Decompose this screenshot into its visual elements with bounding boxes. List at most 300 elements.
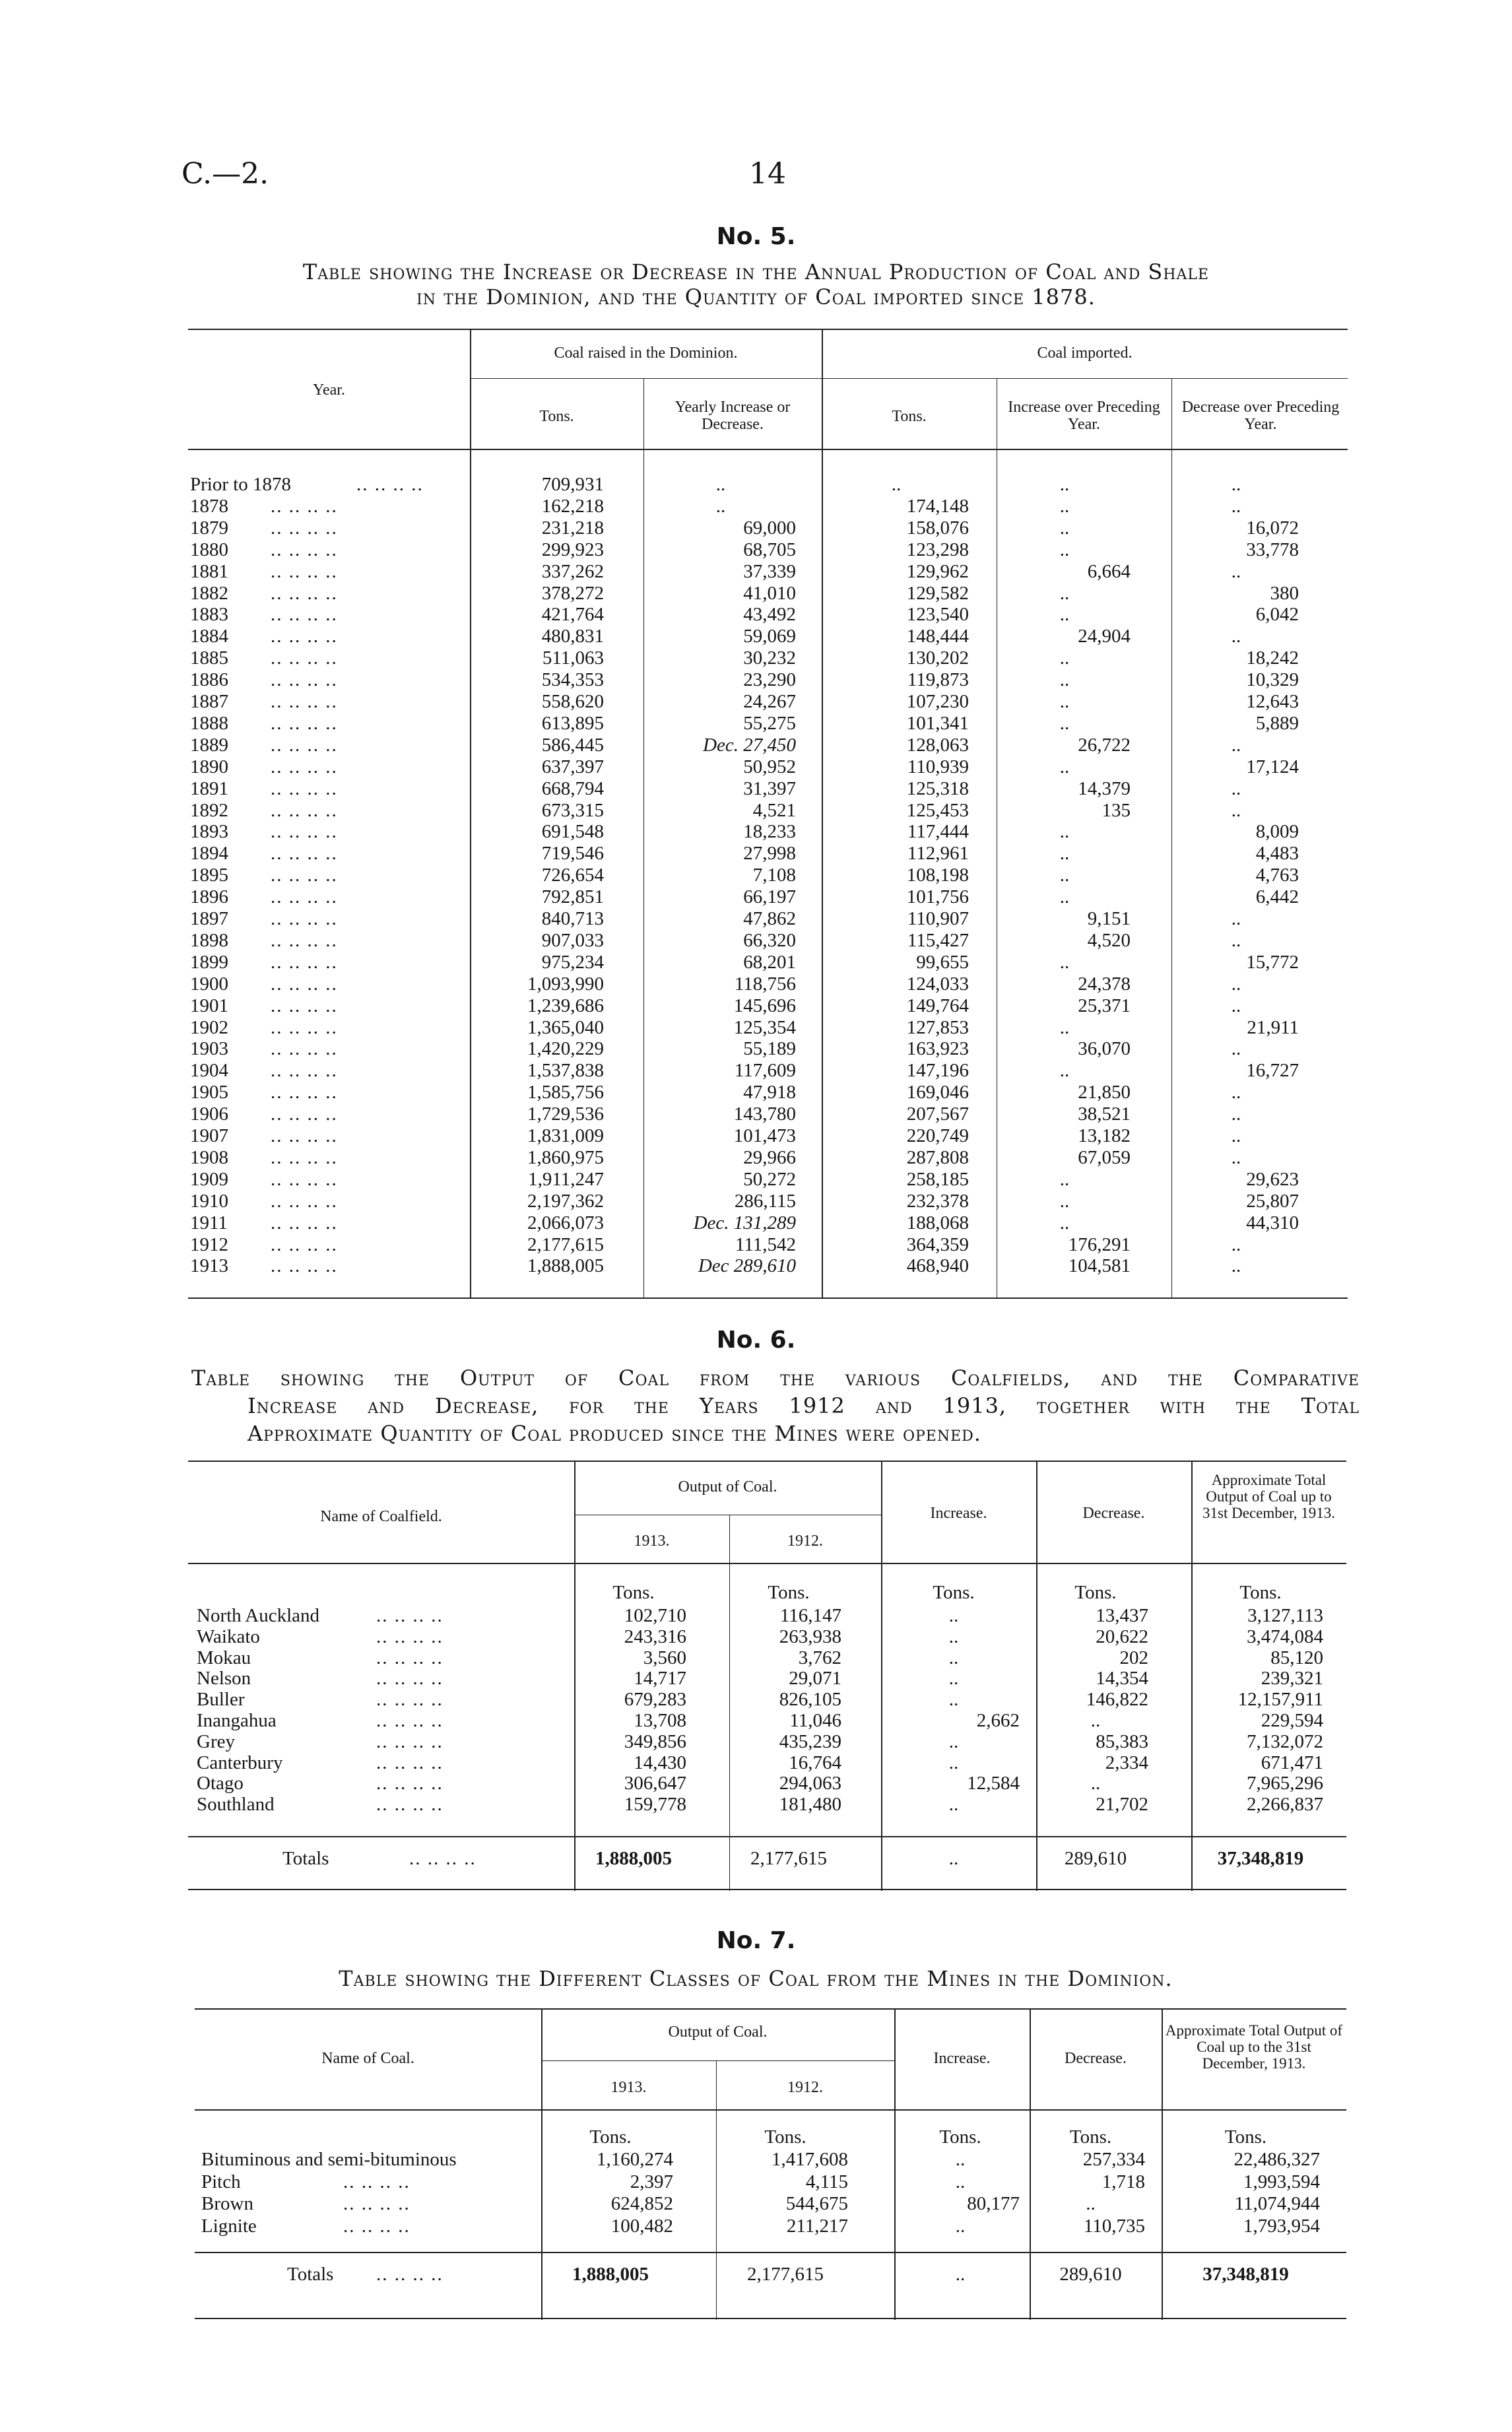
yearly-change-cell: 118,756 bbox=[734, 973, 796, 995]
yearly-change-cell: 68,201 bbox=[743, 952, 796, 973]
imported-tons-cell: 119,873 bbox=[907, 669, 969, 690]
imported-tons-cell: 468,940 bbox=[906, 1255, 969, 1276]
output-1912-cell: 263,938 bbox=[779, 1626, 841, 1647]
decrease-cell: .. bbox=[1231, 561, 1241, 582]
total-increase: .. bbox=[948, 1848, 959, 1869]
decrease-cell: .. bbox=[1231, 1255, 1241, 1276]
tons-cell: 558,620 bbox=[541, 691, 604, 712]
name-cell: Otago bbox=[197, 1773, 244, 1794]
yearly-change-cell: Dec. 27,450 bbox=[703, 735, 796, 756]
imported-tons-cell: 130,202 bbox=[906, 647, 969, 669]
table-row bbox=[0, 1668, 1512, 1689]
total-cell: 7,132,072 bbox=[1247, 1731, 1323, 1752]
increase-cell: 24,378 bbox=[1078, 973, 1131, 995]
dot-leader: .. .. .. .. bbox=[271, 952, 338, 973]
increase-cell: 24,904 bbox=[1078, 626, 1131, 647]
imported-tons-cell: 129,962 bbox=[906, 561, 969, 582]
dot-leader: .. .. .. .. bbox=[271, 1255, 338, 1276]
table-row bbox=[0, 2149, 1512, 2170]
imported-tons-cell: 123,298 bbox=[906, 539, 969, 560]
year-cell: 1881 bbox=[190, 561, 228, 582]
table-row bbox=[0, 1060, 1512, 1081]
decrease-cell: 12,643 bbox=[1246, 691, 1299, 712]
decrease-cell: 29,623 bbox=[1246, 1169, 1299, 1190]
decrease-cell: 202 bbox=[1119, 1647, 1148, 1668]
dot-leader: .. .. .. .. bbox=[409, 1848, 477, 1869]
output-1912-cell: 294,063 bbox=[779, 1773, 841, 1794]
imported-tons-cell: 163,923 bbox=[906, 1038, 969, 1059]
output-1913-cell: 2,397 bbox=[630, 2171, 673, 2192]
dot-leader: .. .. .. .. bbox=[376, 1752, 444, 1773]
increase-cell: .. bbox=[1059, 756, 1070, 777]
dot-leader: .. .. .. .. bbox=[343, 2171, 411, 2192]
increase-cell: .. bbox=[948, 1668, 959, 1689]
output-1912-cell: 4,115 bbox=[805, 2171, 848, 2192]
increase-cell: .. bbox=[1059, 496, 1070, 517]
table-row bbox=[0, 713, 1512, 734]
dot-leader: .. .. .. .. bbox=[271, 1191, 338, 1212]
dot-leader: .. .. .. .. bbox=[271, 1234, 338, 1255]
increase-cell: .. bbox=[1059, 583, 1070, 604]
imported-tons-cell: 174,148 bbox=[906, 496, 969, 517]
yearly-change-cell: 286,115 bbox=[734, 1191, 796, 1212]
totals-row bbox=[0, 2264, 1512, 2285]
dot-leader: .. .. .. .. bbox=[376, 1710, 444, 1731]
year-cell: 1902 bbox=[190, 1017, 228, 1038]
increase-cell: 21,850 bbox=[1078, 1082, 1131, 1103]
table-row bbox=[0, 496, 1512, 517]
table5-col-year: Year. bbox=[313, 381, 345, 399]
total-approx: 37,348,819 bbox=[1202, 2264, 1289, 2285]
name-cell: Mokau bbox=[197, 1647, 251, 1668]
tons-cell: 1,420,229 bbox=[527, 1038, 604, 1059]
decrease-cell: 16,727 bbox=[1246, 1060, 1299, 1081]
table7-col-1912: 1912. bbox=[787, 2079, 823, 2096]
year-cell: Prior to 1878 bbox=[190, 474, 292, 495]
decrease-cell: 16,072 bbox=[1246, 517, 1299, 539]
name-cell: Bituminous and semi-bituminous bbox=[201, 2149, 457, 2170]
year-cell: 1891 bbox=[190, 778, 228, 799]
year-cell: 1907 bbox=[190, 1125, 228, 1146]
table5-group-imported: Coal imported. bbox=[1037, 345, 1133, 362]
decrease-cell: .. bbox=[1231, 973, 1241, 995]
dot-leader: .. .. .. .. bbox=[271, 1060, 338, 1081]
yearly-change-cell: 59,069 bbox=[743, 626, 796, 647]
imported-tons-cell: 169,046 bbox=[906, 1082, 969, 1103]
yearly-change-cell: 69,000 bbox=[743, 517, 796, 539]
imported-tons-cell: 287,808 bbox=[906, 1147, 969, 1168]
increase-cell: .. bbox=[948, 1752, 959, 1773]
table7-title: Table showing the Different Classes of Coal from the Mines in the Dominion. bbox=[339, 1966, 1173, 1991]
imported-tons-cell: 158,076 bbox=[906, 517, 969, 539]
total-cell: 1,993,594 bbox=[1243, 2171, 1320, 2192]
imported-tons-cell: 110,907 bbox=[907, 908, 969, 929]
increase-cell: .. bbox=[1059, 865, 1070, 886]
total-increase: .. bbox=[955, 2264, 966, 2285]
increase-cell: 135 bbox=[1101, 800, 1131, 821]
tons-cell: 1,365,040 bbox=[527, 1017, 604, 1038]
year-cell: 1913 bbox=[190, 1255, 228, 1276]
decrease-cell: .. bbox=[1231, 735, 1241, 756]
year-cell: 1900 bbox=[190, 973, 228, 995]
year-cell: 1882 bbox=[190, 583, 228, 604]
increase-cell: .. bbox=[1059, 1060, 1070, 1081]
table-row bbox=[0, 1710, 1512, 1731]
yearly-change-cell: 31,397 bbox=[743, 778, 796, 799]
tons-cell: 378,272 bbox=[541, 583, 604, 604]
unit-label: Tons. bbox=[939, 2126, 981, 2148]
imported-tons-cell: 117,444 bbox=[907, 821, 969, 842]
tons-cell: 586,445 bbox=[541, 735, 604, 756]
table7-col-decrease: Decrease. bbox=[1065, 2050, 1127, 2067]
total-1912: 2,177,615 bbox=[750, 1848, 827, 1869]
dot-leader: .. .. .. .. bbox=[271, 756, 338, 777]
year-cell: 1888 bbox=[190, 713, 228, 734]
year-cell: 1890 bbox=[190, 756, 228, 777]
output-1913-cell: 159,778 bbox=[624, 1794, 686, 1815]
yearly-change-cell: Dec. 131,289 bbox=[693, 1212, 796, 1233]
year-cell: 1892 bbox=[190, 800, 228, 821]
year-cell: 1905 bbox=[190, 1082, 228, 1103]
table6-col-name: Name of Coalfield. bbox=[320, 1508, 442, 1525]
table-row bbox=[0, 908, 1512, 929]
dot-leader: .. .. .. .. bbox=[271, 1082, 338, 1103]
yearly-change-cell: 66,197 bbox=[743, 886, 796, 907]
increase-cell: .. bbox=[948, 1689, 959, 1710]
dot-leader: .. .. .. .. bbox=[271, 1103, 338, 1125]
table6-col-total: Approximate Total Output of Coal up to 31st December, 1913. bbox=[1202, 1472, 1335, 1521]
total-1913: 1,888,005 bbox=[595, 1848, 672, 1869]
increase-cell: 25,371 bbox=[1078, 995, 1131, 1016]
imported-tons-cell: 115,427 bbox=[907, 930, 969, 951]
tons-cell: 726,654 bbox=[541, 865, 604, 886]
decrease-cell: 6,042 bbox=[1255, 604, 1299, 625]
decrease-cell: 33,778 bbox=[1246, 539, 1299, 560]
year-cell: 1885 bbox=[190, 647, 228, 669]
tons-cell: 1,585,756 bbox=[527, 1082, 604, 1103]
name-cell: Southland bbox=[197, 1794, 275, 1815]
table-row bbox=[0, 1082, 1512, 1103]
table-row bbox=[0, 583, 1512, 604]
imported-tons-cell: 232,378 bbox=[906, 1191, 969, 1212]
unit-label: Tons. bbox=[1069, 2126, 1112, 2148]
increase-cell: .. bbox=[948, 1626, 959, 1647]
name-cell: Inangahua bbox=[197, 1710, 277, 1731]
yearly-change-cell: 125,354 bbox=[733, 1017, 796, 1038]
tons-cell: 421,764 bbox=[541, 604, 604, 625]
output-1912-cell: 826,105 bbox=[779, 1689, 841, 1710]
total-cell: 85,120 bbox=[1270, 1647, 1323, 1668]
table6-title-line1: Table showing the Output of Coal from the various Coalfields, and the Comparative bbox=[191, 1365, 1360, 1391]
yearly-change-cell: 68,705 bbox=[743, 539, 796, 560]
increase-cell: 12,584 bbox=[967, 1773, 1020, 1794]
yearly-change-cell: 47,918 bbox=[743, 1082, 796, 1103]
tons-cell: 1,239,686 bbox=[527, 995, 604, 1016]
table-row bbox=[0, 821, 1512, 842]
tons-cell: 299,923 bbox=[541, 539, 604, 560]
yearly-change-cell: 43,492 bbox=[743, 604, 796, 625]
increase-cell: .. bbox=[1059, 474, 1070, 495]
increase-cell: .. bbox=[1059, 1017, 1070, 1038]
table5-col-tons-imported: Tons. bbox=[892, 408, 927, 425]
total-cell: 2,266,837 bbox=[1247, 1794, 1323, 1815]
increase-cell: .. bbox=[1059, 886, 1070, 907]
table-row bbox=[0, 843, 1512, 864]
name-cell: Canterbury bbox=[197, 1752, 283, 1773]
year-cell: 1908 bbox=[190, 1147, 228, 1168]
totals-label: Totals bbox=[287, 2264, 334, 2285]
decrease-cell: 13,437 bbox=[1096, 1605, 1148, 1626]
year-cell: 1893 bbox=[190, 821, 228, 842]
totals-row bbox=[0, 1848, 1512, 1869]
increase-cell: 6,664 bbox=[1087, 561, 1131, 582]
decrease-cell: 380 bbox=[1270, 583, 1299, 604]
decrease-cell: .. bbox=[1231, 1125, 1241, 1146]
dot-leader: .. .. .. .. bbox=[343, 2216, 411, 2237]
table-row bbox=[0, 778, 1512, 799]
increase-cell: .. bbox=[1059, 1191, 1070, 1212]
output-1913-cell: 1,160,274 bbox=[597, 2149, 673, 2170]
imported-tons-cell: 149,764 bbox=[906, 995, 969, 1016]
yearly-change-cell: 23,290 bbox=[743, 669, 796, 690]
tons-cell: 637,397 bbox=[541, 756, 604, 777]
name-cell: Brown bbox=[201, 2193, 253, 2214]
output-1912-cell: 1,417,608 bbox=[772, 2149, 848, 2170]
year-cell: 1896 bbox=[190, 886, 228, 907]
table-row bbox=[0, 1017, 1512, 1038]
yearly-change-cell: 29,966 bbox=[743, 1147, 796, 1168]
decrease-cell: 8,009 bbox=[1255, 821, 1299, 842]
imported-tons-cell: 124,033 bbox=[906, 973, 969, 995]
decrease-cell: 6,442 bbox=[1255, 886, 1299, 907]
tons-cell: 1,888,005 bbox=[527, 1255, 604, 1276]
yearly-change-cell: 55,189 bbox=[743, 1038, 796, 1059]
increase-cell: .. bbox=[1059, 821, 1070, 842]
output-1913-cell: 349,856 bbox=[624, 1731, 686, 1752]
table-row bbox=[0, 561, 1512, 582]
output-1912-cell: 29,071 bbox=[789, 1668, 841, 1689]
tons-cell: 613,895 bbox=[541, 713, 604, 734]
year-cell: 1880 bbox=[190, 539, 228, 560]
total-1912: 2,177,615 bbox=[747, 2264, 824, 2285]
dot-leader: .. .. .. .. bbox=[271, 1212, 338, 1233]
dot-leader: .. .. .. .. bbox=[271, 604, 338, 625]
tons-cell: 907,033 bbox=[541, 930, 604, 951]
table7-group-output: Output of Coal. bbox=[668, 2023, 768, 2041]
dot-leader: .. .. .. .. bbox=[271, 496, 338, 517]
decrease-cell: .. bbox=[1231, 1082, 1241, 1103]
imported-tons-cell: 99,655 bbox=[916, 952, 969, 973]
decrease-cell: .. bbox=[1231, 908, 1241, 929]
increase-cell: 36,070 bbox=[1078, 1038, 1131, 1059]
decrease-cell: 21,911 bbox=[1247, 1017, 1299, 1038]
year-cell: 1912 bbox=[190, 1234, 228, 1255]
table-row bbox=[0, 1234, 1512, 1255]
table5-col-increase: Increase over Preceding Year. bbox=[1008, 399, 1160, 433]
increase-cell: 38,521 bbox=[1078, 1103, 1131, 1125]
increase-cell: .. bbox=[1059, 713, 1070, 734]
year-cell: 1895 bbox=[190, 865, 228, 886]
tons-cell: 1,093,990 bbox=[527, 973, 604, 995]
decrease-cell: .. bbox=[1231, 1234, 1241, 1255]
table6-number: No. 6. bbox=[716, 1327, 796, 1354]
imported-tons-cell: 220,749 bbox=[906, 1125, 969, 1146]
output-1912-cell: 116,147 bbox=[779, 1605, 841, 1626]
year-cell: 1883 bbox=[190, 604, 228, 625]
unit-label: Tons. bbox=[1224, 2126, 1267, 2148]
table-row bbox=[0, 1647, 1512, 1668]
decrease-cell: 146,822 bbox=[1086, 1689, 1148, 1710]
output-1912-cell: 3,762 bbox=[798, 1647, 841, 1668]
unit-label: Tons. bbox=[768, 1582, 810, 1603]
decrease-cell: .. bbox=[1231, 496, 1241, 517]
table5-title-line1: Table showing the Increase or Decrease in the Annual Production of Coal and Shale bbox=[302, 259, 1210, 284]
yearly-change-cell: 55,275 bbox=[743, 713, 796, 734]
name-cell: Buller bbox=[197, 1689, 245, 1710]
dot-leader: .. .. .. .. bbox=[271, 517, 338, 539]
dot-leader: .. .. .. .. bbox=[376, 1605, 444, 1626]
yearly-change-cell: 24,267 bbox=[743, 691, 796, 712]
year-cell: 1884 bbox=[190, 626, 228, 647]
table-row bbox=[0, 1626, 1512, 1647]
imported-tons-cell: .. bbox=[891, 474, 902, 495]
output-1913-cell: 14,717 bbox=[634, 1668, 686, 1689]
table-row bbox=[0, 952, 1512, 973]
imported-tons-cell: 207,567 bbox=[906, 1103, 969, 1125]
decrease-cell: 4,483 bbox=[1255, 843, 1299, 864]
year-cell: 1889 bbox=[190, 735, 228, 756]
table6-title-line2: Increase and Decrease, for the Years 1912 and 1913, together with the Total bbox=[247, 1393, 1360, 1418]
total-cell: 7,965,296 bbox=[1247, 1773, 1323, 1794]
imported-tons-cell: 364,359 bbox=[906, 1234, 969, 1255]
tons-cell: 1,911,247 bbox=[528, 1169, 604, 1190]
tons-cell: 1,860,975 bbox=[527, 1147, 604, 1168]
tons-cell: 709,931 bbox=[541, 474, 604, 495]
table-row bbox=[0, 691, 1512, 712]
decrease-cell: .. bbox=[1231, 1103, 1241, 1125]
dot-leader: .. .. .. .. bbox=[271, 843, 338, 864]
increase-cell: .. bbox=[1059, 952, 1070, 973]
unit-label: Tons. bbox=[1239, 1582, 1282, 1603]
yearly-change-cell: 37,339 bbox=[743, 561, 796, 582]
table-row bbox=[0, 669, 1512, 690]
table5-group-raised: Coal raised in the Dominion. bbox=[554, 345, 738, 362]
dot-leader: .. .. .. .. bbox=[376, 1647, 444, 1668]
output-1913-cell: 13,708 bbox=[634, 1710, 686, 1731]
increase-cell: .. bbox=[1059, 517, 1070, 539]
table5-col-yearly: Yearly Increase or Decrease. bbox=[674, 399, 791, 433]
year-cell: 1910 bbox=[190, 1191, 228, 1212]
table-row bbox=[0, 995, 1512, 1016]
decrease-cell: 2,334 bbox=[1105, 1752, 1148, 1773]
output-1913-cell: 100,482 bbox=[610, 2216, 673, 2237]
increase-cell: .. bbox=[955, 2149, 966, 2170]
total-cell: 3,127,113 bbox=[1247, 1605, 1323, 1626]
dot-leader: .. .. .. .. bbox=[271, 778, 338, 799]
output-1913-cell: 243,316 bbox=[624, 1626, 686, 1647]
table5-number: No. 5. bbox=[716, 223, 796, 250]
unit-label: Tons. bbox=[589, 2126, 632, 2148]
table-row bbox=[0, 1191, 1512, 1212]
decrease-cell: .. bbox=[1231, 800, 1241, 821]
totals-label: Totals bbox=[282, 1848, 329, 1869]
yearly-change-cell: .. bbox=[715, 496, 726, 517]
yearly-change-cell: 47,862 bbox=[743, 908, 796, 929]
page-number: 14 bbox=[749, 157, 786, 191]
tons-cell: 691,548 bbox=[541, 821, 604, 842]
total-cell: 671,471 bbox=[1261, 1752, 1323, 1773]
table-row bbox=[0, 735, 1512, 756]
increase-cell: .. bbox=[1059, 669, 1070, 690]
dot-leader: .. .. .. .. bbox=[271, 691, 338, 712]
year-cell: 1911 bbox=[190, 1212, 228, 1233]
table6-group-output: Output of Coal. bbox=[678, 1478, 777, 1495]
tons-cell: 792,851 bbox=[541, 886, 604, 907]
output-1912-cell: 544,675 bbox=[785, 2193, 848, 2214]
increase-cell: .. bbox=[1059, 691, 1070, 712]
total-cell: 22,486,327 bbox=[1233, 2149, 1320, 2170]
dot-leader: .. .. .. .. bbox=[271, 865, 338, 886]
decrease-cell: 21,702 bbox=[1096, 1794, 1148, 1815]
name-cell: Grey bbox=[197, 1731, 235, 1752]
decrease-cell: .. bbox=[1086, 2193, 1096, 2214]
increase-cell: 26,722 bbox=[1078, 735, 1131, 756]
dot-leader: .. .. .. .. bbox=[376, 1794, 444, 1815]
table-row bbox=[0, 886, 1512, 907]
report-code: C.—2. bbox=[181, 157, 269, 191]
increase-cell: .. bbox=[948, 1605, 959, 1626]
output-1912-cell: 11,046 bbox=[789, 1710, 841, 1731]
output-1912-cell: 16,764 bbox=[789, 1752, 841, 1773]
dot-leader: .. .. .. .. bbox=[376, 1689, 444, 1710]
imported-tons-cell: 110,939 bbox=[907, 756, 969, 777]
output-1912-cell: 435,239 bbox=[779, 1731, 841, 1752]
yearly-change-cell: 50,952 bbox=[743, 756, 796, 777]
decrease-cell: 85,383 bbox=[1096, 1731, 1148, 1752]
dot-leader: .. .. .. .. bbox=[376, 1626, 444, 1647]
year-cell: 1887 bbox=[190, 691, 228, 712]
imported-tons-cell: 108,198 bbox=[906, 865, 969, 886]
decrease-cell: 110,735 bbox=[1083, 2216, 1145, 2237]
total-decrease: 289,610 bbox=[1064, 1848, 1127, 1869]
imported-tons-cell: 125,318 bbox=[906, 778, 969, 799]
decrease-cell: 15,772 bbox=[1246, 952, 1299, 973]
table-row bbox=[0, 1125, 1512, 1146]
yearly-change-cell: 143,780 bbox=[733, 1103, 796, 1125]
table6-col-decrease: Decrease. bbox=[1082, 1505, 1145, 1522]
increase-cell: .. bbox=[1059, 539, 1070, 560]
table-row bbox=[0, 2216, 1512, 2237]
table-row bbox=[0, 1169, 1512, 1190]
units-row bbox=[0, 1582, 1512, 1603]
yearly-change-cell: 4,521 bbox=[752, 800, 796, 821]
decrease-cell: 18,242 bbox=[1246, 647, 1299, 669]
imported-tons-cell: 101,756 bbox=[906, 886, 969, 907]
increase-cell: .. bbox=[948, 1647, 959, 1668]
increase-cell: .. bbox=[1059, 604, 1070, 625]
imported-tons-cell: 147,196 bbox=[906, 1060, 969, 1081]
increase-cell: 14,379 bbox=[1078, 778, 1131, 799]
tons-cell: 2,197,362 bbox=[527, 1191, 604, 1212]
dot-leader: .. .. .. .. bbox=[271, 561, 338, 582]
increase-cell: .. bbox=[955, 2171, 966, 2192]
increase-cell: 2,662 bbox=[976, 1710, 1020, 1731]
dot-leader: .. .. .. .. bbox=[271, 1169, 338, 1190]
tons-cell: 2,177,615 bbox=[527, 1234, 604, 1255]
tons-cell: 162,218 bbox=[541, 496, 604, 517]
tons-cell: 975,234 bbox=[541, 952, 604, 973]
imported-tons-cell: 123,540 bbox=[906, 604, 969, 625]
